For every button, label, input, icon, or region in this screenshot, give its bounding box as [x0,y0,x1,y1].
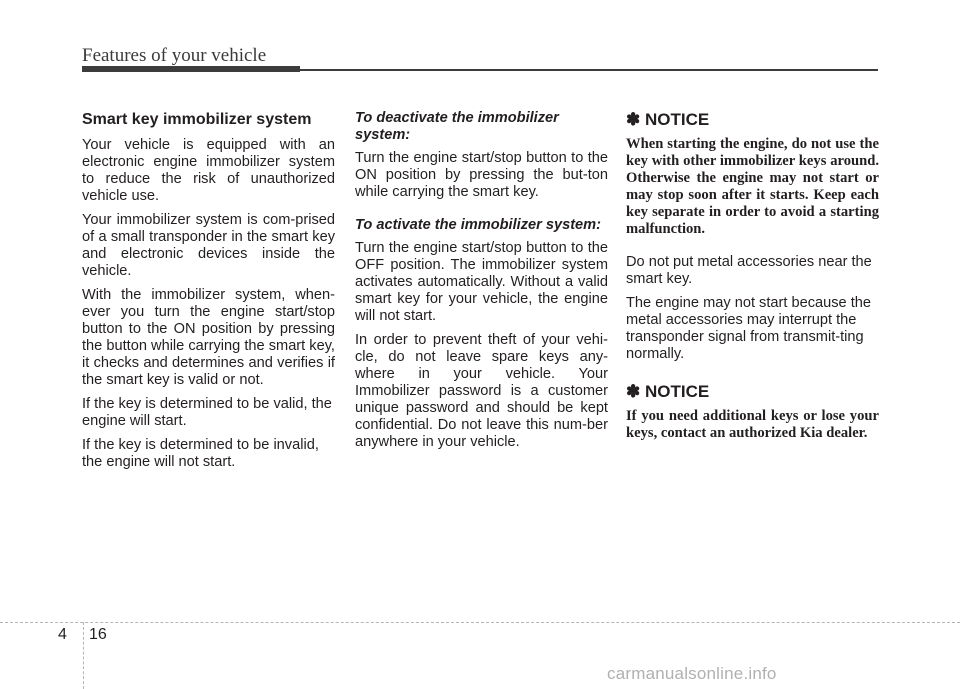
footer-rule [0,622,960,623]
column-immobilizer-overview [82,110,335,478]
paragraph: The engine may not start because the metal accessories may interrupt the transponder signal from transmit-ting normally. [626,295,872,362]
paragraph: Turn the engine start/stop button to the OFF position. The immobilizer system activates automatically. Without a valid smart key for your vehicle, the engine will not start. [355,240,608,324]
header-rule-thick [82,66,300,72]
paragraph: With the immobilizer system, when-ever you turn the engine start/stop button to the ON position by pressing the button while carrying the smart key, it checks and determines and verifies if the smart key is valid or not. [82,287,335,388]
paragraph: If the key is determined to be invalid, the engine will not start. [82,437,319,470]
paragraph: Your vehicle is equipped with an electronic engine immobilizer system to reduce the risk of unauthorized vehicle use. [82,137,335,204]
header-rule-thin [300,69,878,71]
notice-title: ✽ NOTICE [626,110,710,129]
page-header-title: Features of your vehicle [82,45,267,66]
column-activate-deactivate [355,110,608,458]
notice-body: If you need additional keys or lose your keys, contact an authorized Kia dealer. [626,408,879,441]
notice-title: ✽ NOTICE [626,382,710,401]
paragraph: Your immobilizer system is com-prised of a small transponder in the smart key and electronic devices inside the vehicle. [82,212,335,279]
paragraph: If the key is determined to be valid, the engine will start. [82,396,332,429]
page-number: 16 [89,626,107,643]
watermark-text: carmanualsonline.info [607,664,777,683]
paragraph: Turn the engine start/stop button to the ON position by pressing the but-ton while carrying the smart key. [355,150,608,200]
footer-divider [83,622,84,689]
paragraph: Do not put metal accessories near the smart key. [626,254,872,287]
section-title: Smart key immobilizer system [82,111,312,128]
column-notices [626,110,879,458]
activate-subtitle: To activate the immobilizer system: [355,217,602,233]
paragraph: In order to prevent theft of your vehi-cle, do not leave spare keys any-where in your vehicle. Your Immobilizer password is a customer unique password and should be kept confidential. Do not leave this num-ber anywhere in your vehicle. [355,332,608,450]
chapter-number: 4 [58,626,67,643]
deactivate-subtitle: To deactivate the immobilizer system: [355,110,559,143]
notice-body: When starting the engine, do not use the key with other immobilizer keys around. Otherwise the engine may not start or may stop soon after it starts. Keep each key separate in order to avoid a starting malfunction. [626,136,879,237]
